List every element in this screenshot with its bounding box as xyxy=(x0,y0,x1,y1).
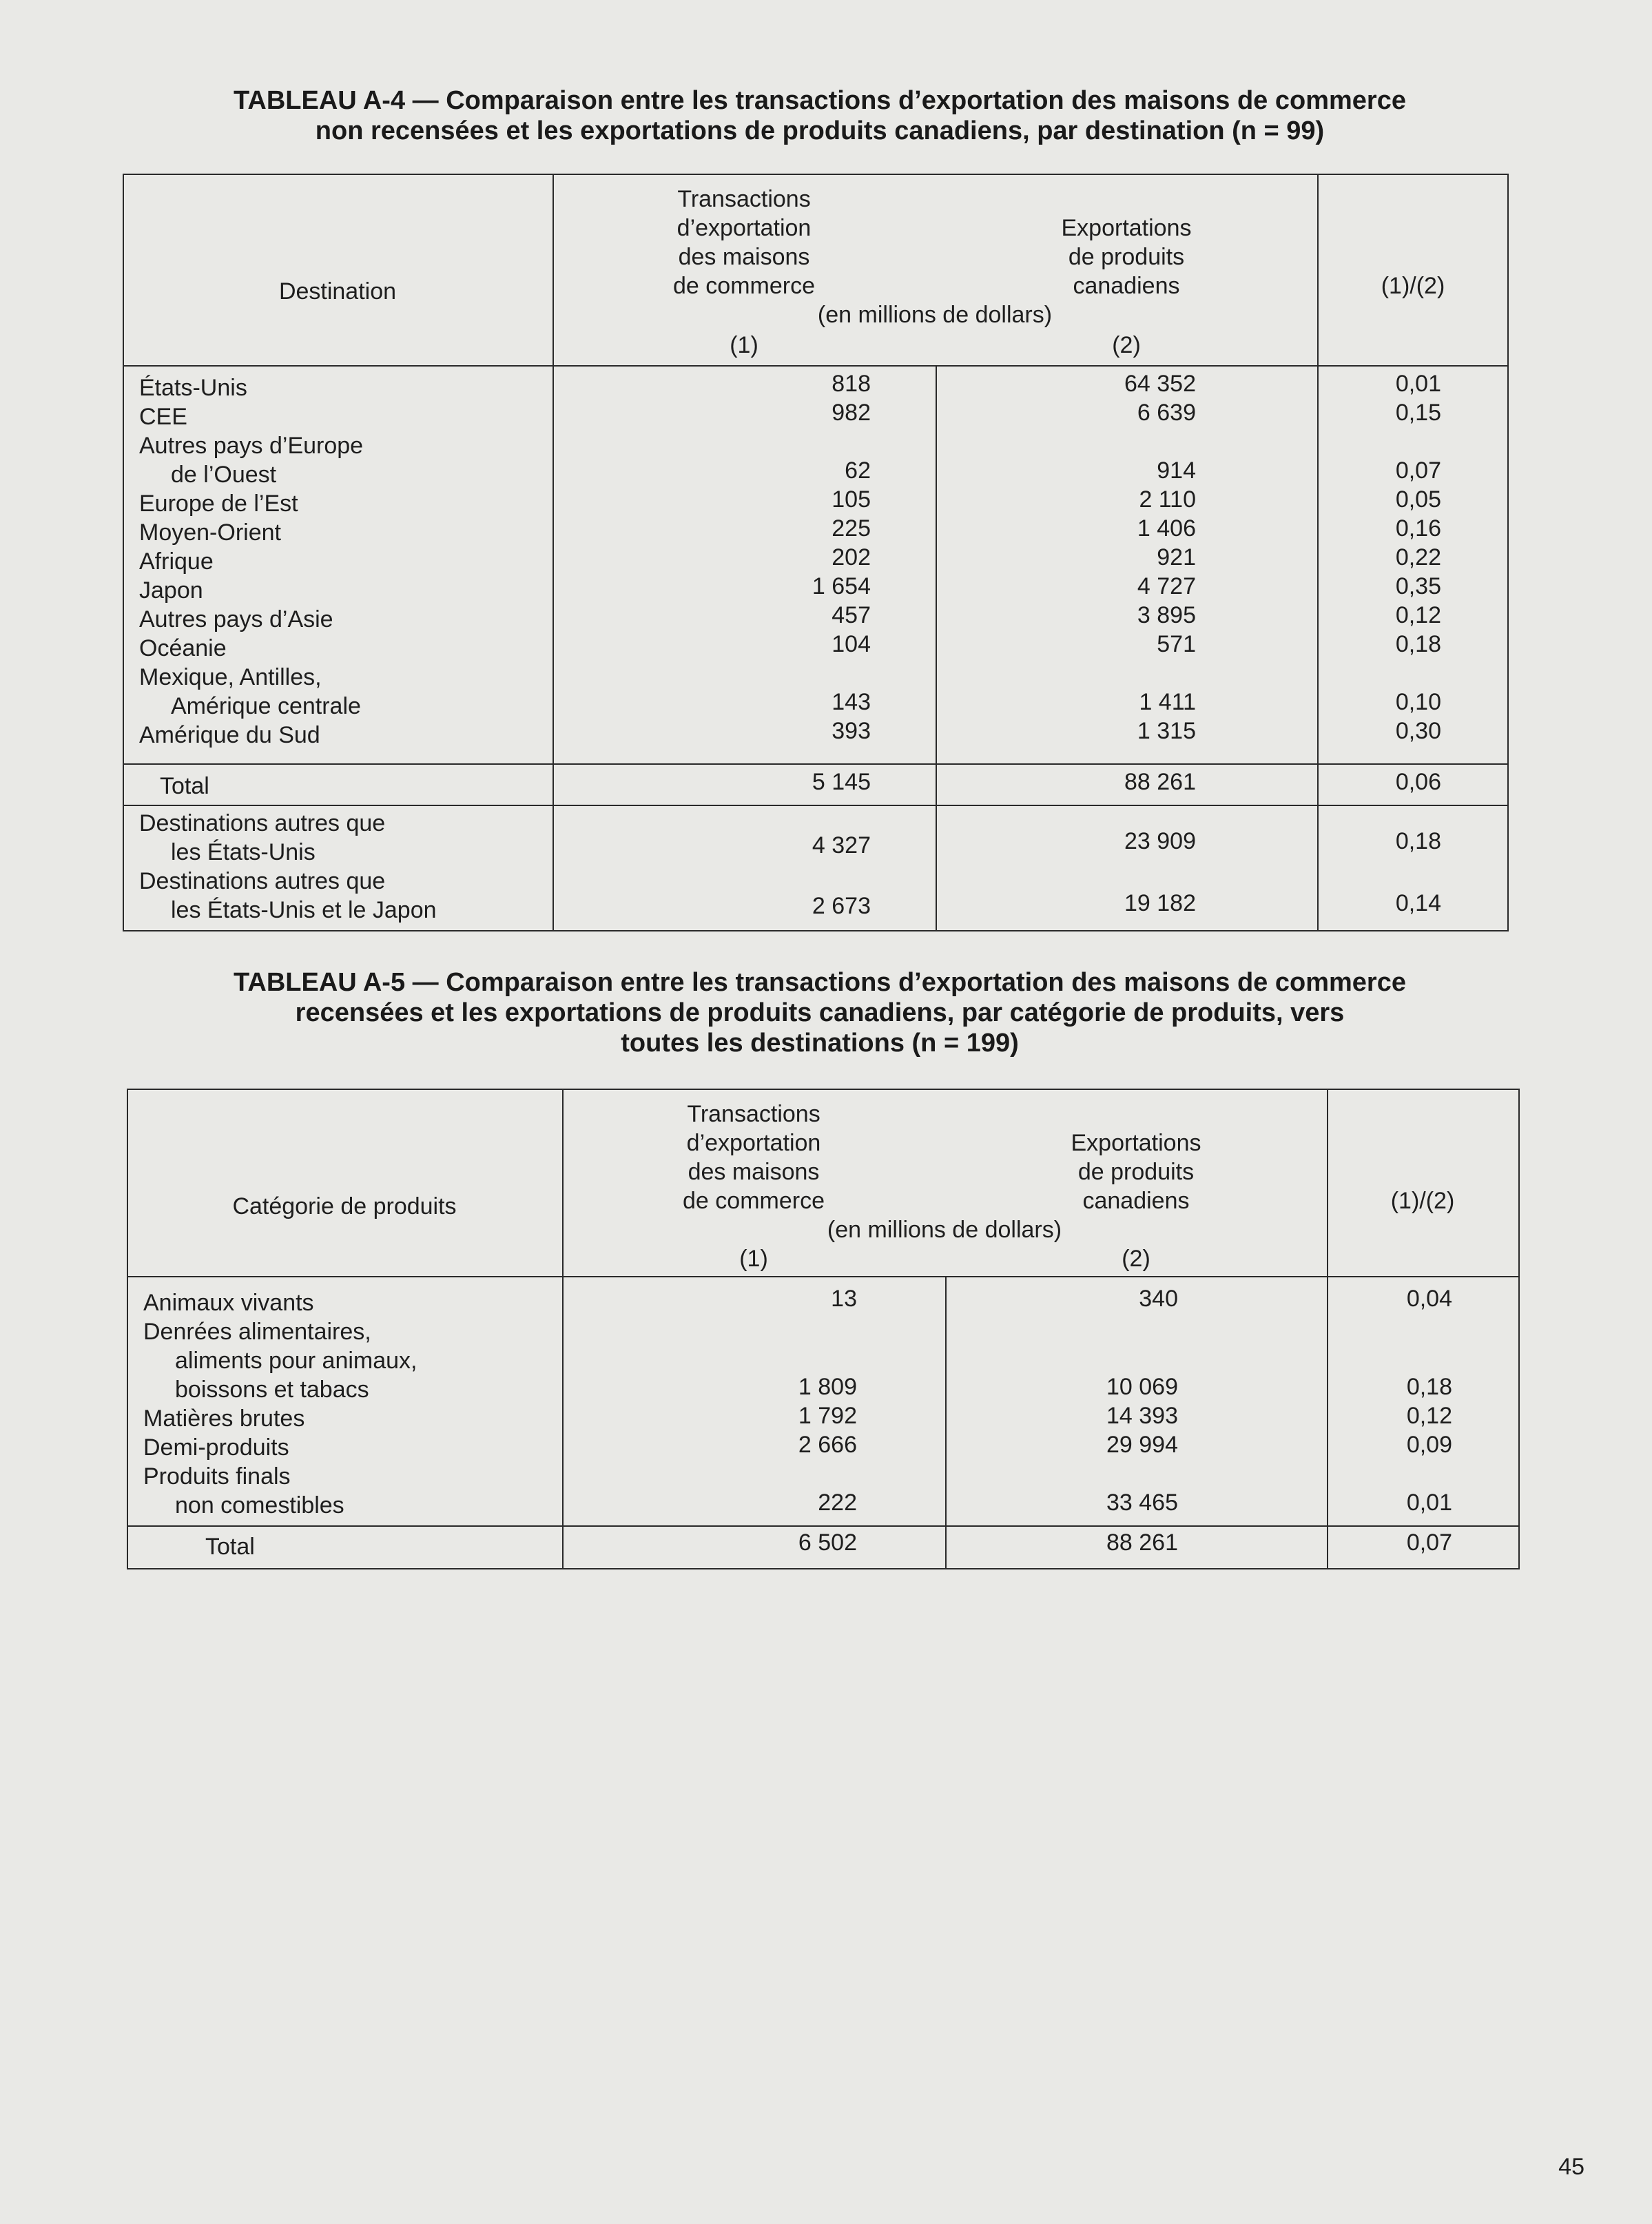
table-a5-row-label: Produits finals xyxy=(143,1463,291,1490)
table-a4-other1-label: Destinations autres que xyxy=(139,810,386,836)
table-a4-row-label: Moyen-Orient xyxy=(139,519,281,546)
table-a4-row-v1: 202 xyxy=(832,544,871,570)
table-a5-header-col2-num: (2) xyxy=(1122,1246,1150,1272)
table-a4-total-divider-top xyxy=(124,763,1507,765)
table-a4-row-ratio: 0,30 xyxy=(1395,718,1441,744)
table-a4-row-label: CEE xyxy=(139,404,187,430)
table-a5-header-col2-line3: canadiens xyxy=(1082,1188,1190,1214)
table-a5-row-v2: 29 994 xyxy=(1106,1432,1178,1458)
table-a5-row-label-continued: boissons et tabacs xyxy=(175,1377,369,1403)
table-a5-row-label-continued: non comestibles xyxy=(175,1492,344,1518)
table-a4-header-col1-line1: Transactions xyxy=(677,186,811,212)
table-a4-row-ratio: 0,10 xyxy=(1395,689,1441,715)
table-a4-header-col2-line3: canadiens xyxy=(1073,273,1180,299)
table-a4-row-v2: 1 406 xyxy=(1137,515,1196,542)
table-a5-title xyxy=(138,967,1502,1058)
table-a5-row-v1: 13 xyxy=(831,1286,857,1312)
table-a4-row-ratio: 0,22 xyxy=(1395,544,1441,570)
table-a5-header-ratio: (1)/(2) xyxy=(1390,1188,1455,1214)
table-a4-row-ratio: 0,35 xyxy=(1395,573,1441,599)
table-a4-row-v1: 225 xyxy=(832,515,871,542)
table-a4-header-divider xyxy=(124,365,1507,367)
table-a4-row-label: Japon xyxy=(139,577,203,604)
table-a4-row-v2: 571 xyxy=(1157,631,1196,657)
table-a4-total-v2: 88 261 xyxy=(1124,769,1196,795)
table-a4-row-label: Autres pays d’Asie xyxy=(139,606,333,632)
table-a4-header-destination: Destination xyxy=(278,278,397,305)
table-a5 xyxy=(127,1089,1520,1569)
table-a4-row-label: États-Unis xyxy=(139,375,247,401)
table-a5-row-label: Denrées alimentaires, xyxy=(143,1319,371,1345)
page-number: 45 xyxy=(1558,2154,1584,2180)
table-a4-total-divider-bottom xyxy=(124,805,1507,806)
table-a4-total-label: Total xyxy=(160,773,209,799)
table-a4-header-ratio: (1)/(2) xyxy=(1381,273,1445,299)
table-a4-other1-label-continued: les États-Unis xyxy=(171,839,316,865)
table-a5-row-ratio: 0,12 xyxy=(1406,1403,1452,1429)
table-a5-row-v1: 1 809 xyxy=(798,1374,857,1400)
table-a5-row-label: Demi-produits xyxy=(143,1434,289,1461)
table-a4-row-label: Afrique xyxy=(139,548,214,575)
table-a5-row-ratio: 0,18 xyxy=(1406,1374,1452,1400)
table-a4-total-v1: 5 145 xyxy=(812,769,871,795)
table-a5-row-v1: 2 666 xyxy=(798,1432,857,1458)
table-a5-row-ratio: 0,01 xyxy=(1406,1490,1452,1516)
table-a5-header-category: Catégorie de produits xyxy=(232,1193,457,1219)
table-a5-total-v1: 6 502 xyxy=(798,1530,857,1556)
table-a4-row-ratio: 0,18 xyxy=(1395,631,1441,657)
table-a4-other1-v2: 23 909 xyxy=(1124,828,1196,854)
table-a4-row-ratio: 0,07 xyxy=(1395,457,1441,484)
table-a4-header-col1-num: (1) xyxy=(730,332,758,358)
table-a4-row-v1: 393 xyxy=(832,718,871,744)
table-a4-row-ratio: 0,05 xyxy=(1395,486,1441,513)
table-a5-header-col1-line1: Transactions xyxy=(687,1101,820,1127)
table-a4-row-label: Europe de l’Est xyxy=(139,491,298,517)
table-a5-header-unit: (en millions de dollars) xyxy=(827,1217,1062,1243)
table-a4-header-col1-line3: des maisons xyxy=(678,244,810,270)
table-a4-row-label: Autres pays d’Europe xyxy=(139,433,364,459)
table-a5-total-ratio: 0,07 xyxy=(1406,1530,1452,1556)
table-a4-header-col1-line4: de commerce xyxy=(673,273,815,299)
table-a4-row-v2: 2 110 xyxy=(1139,486,1196,513)
table-a4-title-line2: non recensées et les exportations de produits canadiens, par destination (n = 99) xyxy=(315,116,1325,145)
table-a5-total-label: Total xyxy=(205,1534,255,1560)
table-a4-row-label: Océanie xyxy=(139,635,227,661)
table-a4-header-col1-line2: d’exportation xyxy=(677,215,812,241)
table-a4-row-ratio: 0,12 xyxy=(1395,602,1441,628)
table-a5-row-v2: 33 465 xyxy=(1106,1490,1178,1516)
table-a4-row-v2: 1 411 xyxy=(1139,689,1196,715)
table-a5-total-v2: 88 261 xyxy=(1106,1530,1178,1556)
table-a5-row-ratio: 0,04 xyxy=(1406,1286,1452,1312)
table-a5-header-col1-line3: des maisons xyxy=(688,1159,820,1185)
table-a5-row-label: Animaux vivants xyxy=(143,1290,314,1316)
table-a5-header-divider xyxy=(128,1276,1518,1277)
table-a4-header-unit: (en millions de dollars) xyxy=(817,302,1053,328)
table-a5-row-label: Matières brutes xyxy=(143,1406,305,1432)
table-a4-col-divider-2 xyxy=(936,367,937,930)
table-a4-row-v1: 457 xyxy=(832,602,871,628)
table-a4-header-col2-line1: Exportations xyxy=(1061,215,1192,241)
table-a4-other2-v1: 2 673 xyxy=(812,893,871,919)
table-a5-row-ratio: 0,09 xyxy=(1406,1432,1452,1458)
table-a4-row-v2: 914 xyxy=(1157,457,1196,484)
table-a4-header-col2-line2: de produits xyxy=(1068,244,1185,270)
table-a4-other2-label-continued: les États-Unis et le Japon xyxy=(171,897,437,923)
table-a4 xyxy=(123,174,1509,931)
table-a5-row-label-continued: aliments pour animaux, xyxy=(175,1348,417,1374)
table-a5-col-divider-2 xyxy=(945,1277,947,1568)
table-a4-title xyxy=(138,85,1502,146)
table-a4-row-v1: 105 xyxy=(832,486,871,513)
table-a4-total-ratio: 0,06 xyxy=(1395,769,1441,795)
table-a4-row-label: Amérique du Sud xyxy=(139,722,320,748)
table-a4-other2-v2: 19 182 xyxy=(1124,890,1196,916)
table-a4-other1-v1: 4 327 xyxy=(812,832,871,858)
table-a4-row-v2: 6 639 xyxy=(1137,400,1196,426)
table-a5-header-col1-line4: de commerce xyxy=(683,1188,825,1214)
table-a4-row-ratio: 0,16 xyxy=(1395,515,1441,542)
table-a5-total-divider xyxy=(128,1525,1518,1527)
table-a4-row-v1: 818 xyxy=(832,371,871,397)
table-a4-row-label-continued: Amérique centrale xyxy=(171,693,361,719)
table-a4-row-v1: 1 654 xyxy=(812,573,871,599)
table-a4-other2-ratio: 0,14 xyxy=(1395,890,1441,916)
table-a4-row-ratio: 0,15 xyxy=(1395,400,1441,426)
table-a5-row-v1: 1 792 xyxy=(798,1403,857,1429)
table-a4-row-v1: 104 xyxy=(832,631,871,657)
table-a4-other2-label: Destinations autres que xyxy=(139,868,386,894)
table-a5-header-col1-line2: d’exportation xyxy=(686,1130,821,1156)
table-a5-col-divider-3 xyxy=(1327,1090,1328,1568)
table-a5-row-v2: 14 393 xyxy=(1106,1403,1178,1429)
table-a5-header-col2-line1: Exportations xyxy=(1071,1130,1201,1156)
table-a5-row-v2: 340 xyxy=(1139,1286,1178,1312)
table-a4-row-v1: 62 xyxy=(845,457,871,484)
table-a4-row-v2: 64 352 xyxy=(1124,371,1196,397)
table-a4-title-line1: TABLEAU A-4 — Comparaison entre les transactions d’exportation des maisons de commerce xyxy=(234,86,1406,115)
table-a5-row-v1: 222 xyxy=(818,1490,857,1516)
table-a4-row-label-continued: de l’Ouest xyxy=(171,462,277,488)
table-a4-row-v1: 143 xyxy=(832,689,871,715)
table-a5-header-col2-line2: de produits xyxy=(1077,1159,1195,1185)
table-a5-title-line3: toutes les destinations (n = 199) xyxy=(621,1029,1019,1058)
table-a4-row-v1: 982 xyxy=(832,400,871,426)
table-a5-row-v2: 10 069 xyxy=(1106,1374,1178,1400)
table-a4-row-v2: 1 315 xyxy=(1137,718,1196,744)
table-a4-other1-ratio: 0,18 xyxy=(1395,828,1441,854)
table-a4-row-ratio: 0,01 xyxy=(1395,371,1441,397)
table-a5-header-col1-num: (1) xyxy=(739,1246,768,1272)
table-a4-row-label: Mexique, Antilles, xyxy=(139,664,322,690)
table-a4-row-v2: 921 xyxy=(1157,544,1196,570)
table-a4-row-v2: 3 895 xyxy=(1137,602,1196,628)
table-a4-row-v2: 4 727 xyxy=(1137,573,1196,599)
table-a5-title-line2: recensées et les exportations de produits canadiens, par catégorie de produits, vers xyxy=(295,998,1345,1027)
table-a5-title-line1: TABLEAU A-5 — Comparaison entre les transactions d’exportation des maisons de commerce xyxy=(234,968,1406,997)
table-a4-header-col2-num: (2) xyxy=(1112,332,1141,358)
